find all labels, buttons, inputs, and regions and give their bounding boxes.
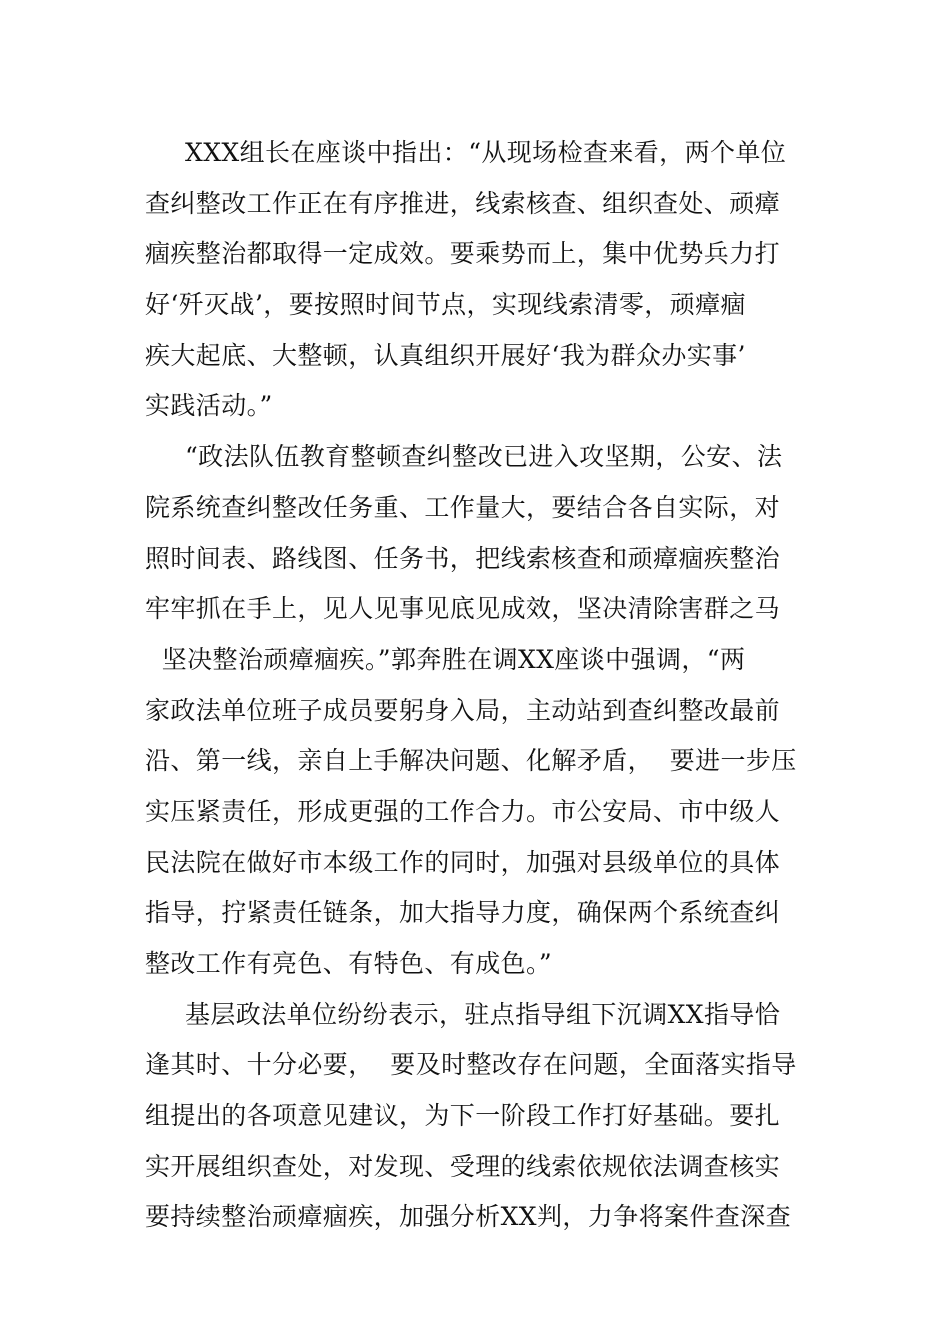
text-line: 实践活动。” xyxy=(145,391,273,421)
text-line: 组提出的各项意见建议，为下一阶段工作打好基础。要扎 xyxy=(145,1101,781,1131)
text-line: 沿、第一线，亲自上手解决问题、化解矛盾， 要进一步压 xyxy=(145,746,797,776)
document-body xyxy=(145,128,810,1243)
text-line: 疾大起底、大整顿，认真组织开展好‘我为群众办实事’ xyxy=(145,340,746,370)
text-line: XXX组长在座谈中指出：“从现场检查来看，两个单位 xyxy=(185,138,787,167)
text-line: 指导，拧紧责任链条，加大指导力度，确保两个系统查纠 xyxy=(145,898,781,928)
text-line: 好‘歼灭战’，要按照时间节点，实现线索清零，顽瘴痼 xyxy=(145,290,746,320)
text-line: 院系统查纠整改任务重、工作量大，要结合各自实际，对 xyxy=(145,492,781,522)
paragraph-3 xyxy=(145,990,810,1243)
paragraph-1 xyxy=(145,128,810,432)
text-line: “政法队伍教育整顿查纠整改已进入攻坚期，公安、法 xyxy=(185,442,783,472)
text-line: 坚决整治顽瘴痼疾。”郭奔胜在调XX座谈中强调，“两 xyxy=(145,644,746,674)
text-line: 家政法单位班子成员要躬身入局，主动站到查纠整改最前 xyxy=(145,695,781,725)
text-line: 整改工作有亮色、有特色、有成色。” xyxy=(145,949,553,978)
text-line: 照时间表、路线图、任务书，把线索核查和顽瘴痼疾整治 xyxy=(145,543,781,573)
text-line: 痼疾整治都取得一定成效。要乘势而上，集中优势兵力打 xyxy=(145,239,781,269)
text-line: 牢牢抓在手上，见人见事见底见成效，坚决清除害群之马 xyxy=(145,594,781,624)
text-line: 民法院在做好市本级工作的同时，加强对县级单位的具体 xyxy=(145,847,781,877)
text-line: 实压紧责任，形成更强的工作合力。市公安局、市中级人 xyxy=(145,796,781,826)
text-line: 要持续整治顽瘴痼疾，加强分析XX判，力争将案件查深查 xyxy=(145,1202,791,1232)
text-line: 基层政法单位纷纷表示，驻点指导组下沉调XX指导恰 xyxy=(185,999,781,1029)
text-line: 逢其时、十分必要， 要及时整改存在问题，全面落实指导 xyxy=(145,1050,797,1080)
text-line: 查纠整改工作正在有序推进，线索核查、组织查处、顽瘴 xyxy=(145,188,781,218)
paragraph-2 xyxy=(145,432,810,990)
text-line: 实开展组织查处，对发现、受理的线索依规依法调查核实 xyxy=(145,1151,781,1181)
